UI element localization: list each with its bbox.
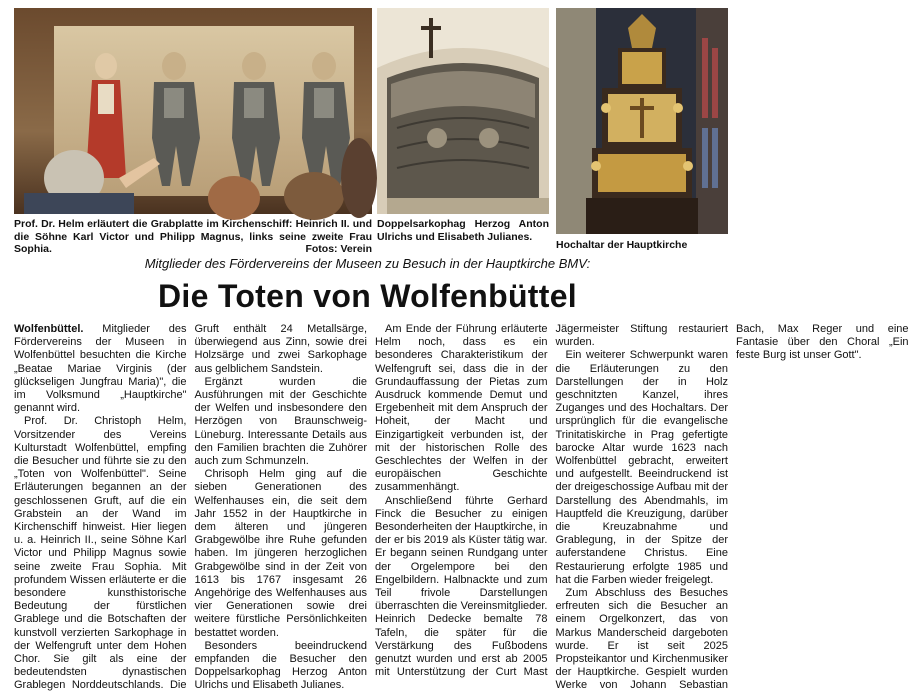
photo-caption-sarcophagus: Doppelsarkophag Herzog Anton Ulrichs und Elisabeth Julianes. bbox=[377, 218, 549, 243]
article-paragraph: Chrisoph Helm ging auf die sieben Generationen des Welfenhauses ein, die seit dem Jahr 1552 in der Hauptkirche in dem älteren und jüngeren Grabgewölbe ihre Ruhe gefunden haben. Im jüngeren herzoglichen Grabgewölbe sind in der Zeit von 1613 bis 1767 insgesamt 26 Angehörige des Welfenhauses aus vier Generationen sowie drei weitere fürstliche Persönlichkeiten bestattet worden. bbox=[194, 468, 367, 639]
grave-slab-photo bbox=[14, 8, 372, 214]
article-paragraph: Zum Abschluss des Besuches erfreuten sich die Besucher an einem Orgelkonzert, das von Markus Manderscheid dargeboten wurde. Er ist seit 2025 Propsteikantor und Kirchenmusiker der Hauptkirche. Gespielt wurden Werke von Johann Sebastian Bach, Max Reger und eine Fantasie über den Choral „Ein feste Burg ist unser Gott". bbox=[555, 323, 909, 692]
caption-text: Prof. Dr. Helm erläutert die Grabplatte im Kirchenschiff: Heinrich II. und die Söhne Karl Victor und Philipp Magnus, links seine zweite Frau Sophia. bbox=[14, 218, 372, 255]
article-subtitle: Mitglieder des Fördervereins der Museen zu Besuch in der Hauptkirche BMV: bbox=[144, 256, 591, 271]
article-paragraph: Besonders beeindruckend empfanden die Besucher den Doppelsarkophag Herzog Anton Ulrichs und Elisabeth Julianes. bbox=[194, 639, 367, 692]
article-paragraph: Am Ende der Führung erläuterte Helm noch, dass es ein besonderes Charakteristikum der Welfengruft sei, dass die in der Grundauffassung der Pietas zum Ausdruck kommende Demut und Ergebenheit mit dem Anspruch der Hoheit, der Macht und Einzigartigkeit verbunden ist, der mit der historischen Rolle des Geschlechtes der Welfen in der europäischen Geschichte zusammenhängt. bbox=[375, 323, 548, 494]
double-sarcophagus-photo bbox=[377, 8, 549, 214]
paragraph-text: Mitglieder des Fördervereins der Museen in Wolfenbüttel besuchten die Kirche „Beatae Mariae Virginis (der glückseligen Jungfrau Maria)", die im Volksmund „Hauptkirche" genannt wird. bbox=[14, 323, 187, 415]
article-paragraph: Anschließend führte Gerhard Finck die Besucher zu einigen Besonderheiten der Hauptkirche, in der er bis 2019 als Küster tätig war. Er begann seinen Rundgang unter der Orgelempore bei den Engelbildern. Halbnackte und zum Teil frivole Darstellungen überraschten die Vereinsmitglieder. Heinrich Dedecke bemalte 78 Tafeln, die später für die Verstärkung des Fußbodens genutzt wurden und erst ab 2005 mit Unterstützung der Curt Mast Jägermeister Stiftung restauriert wurden. bbox=[375, 323, 728, 679]
article-body bbox=[14, 323, 909, 695]
article-paragraph: Ergänzt wurden die Ausführungen mit der Geschichte der Welfen und insbesondere den Herzögen von Braunschweig-Lüneburg. Interessante Details aus den Familien brachten die Zuhörer auch zum Schmunzeln. bbox=[194, 375, 367, 468]
article-headline: Die Toten von Wolfenbüttel bbox=[157, 278, 578, 314]
photo-caption-altar: Hochaltar der Hauptkirche bbox=[556, 239, 688, 251]
article-paragraph: Prof. Dr. Christoph Helm, Vorsitzender des Vereins Kulturstadt Wolfenbüttel, empfing die Besucher und führte sie zu den „Toten von Wolfenbüttel". Seine Erläuterungen begannen an der geschlossenen Gruft, auf die ein Grabstein an der Wand im Kirchenschiff hinweist. Hier liegen u. a. Heinrich II., seine Söhne Karl Victor und Philipp Magnus sowie seine zweite Frau Sophia. Mit profundem Wissen erläuterte er die besondere kunsthistorische Bedeutung der fürstlichen Grablege und die Botschaften der kunstvoll verzierten Sarkophage in der Welfengruft unter dem Hohen Chor. Sie gilt als eine der bedeutendsten dynastischen Grablegen Norddeutschlands. Die Gruft enthält 24 Metallsärge, überwiegend aus Zinn, sowie drei Holzsärge und zwei Sarkophage aus gelblichem Sandstein. bbox=[14, 323, 367, 692]
article-paragraph bbox=[14, 323, 187, 415]
photo-caption-grave-slab bbox=[14, 218, 372, 256]
dateline: Wolfenbüttel. bbox=[14, 323, 84, 335]
article-paragraph: Ein weiterer Schwerpunkt waren die Erläuterungen zu den Darstellungen der in Holz geschnitzten Kanzel, ihres Zuganges und des Hochaltars. Der ursprünglich für die evangelische Trinitatiskirche in Prag gefertigte barocke Altar wurde 1623 nach Wolfenbüttel gebracht, erweitert und aufgestellt. Beeindruckend ist der dreigeschossige Aufbau mit der Darstellung des Abendmahls, im Hauptfeld die Kreuzigung, darüber die Kreuzabnahme und Grablegung, in der Spitze der auferstandene Christus. Eine Restaurierung erfolgte 1985 und hat die Farben wieder freigelegt. bbox=[555, 349, 728, 586]
photo-credit: Fotos: Verein bbox=[305, 243, 372, 255]
high-altar-photo bbox=[556, 8, 728, 234]
